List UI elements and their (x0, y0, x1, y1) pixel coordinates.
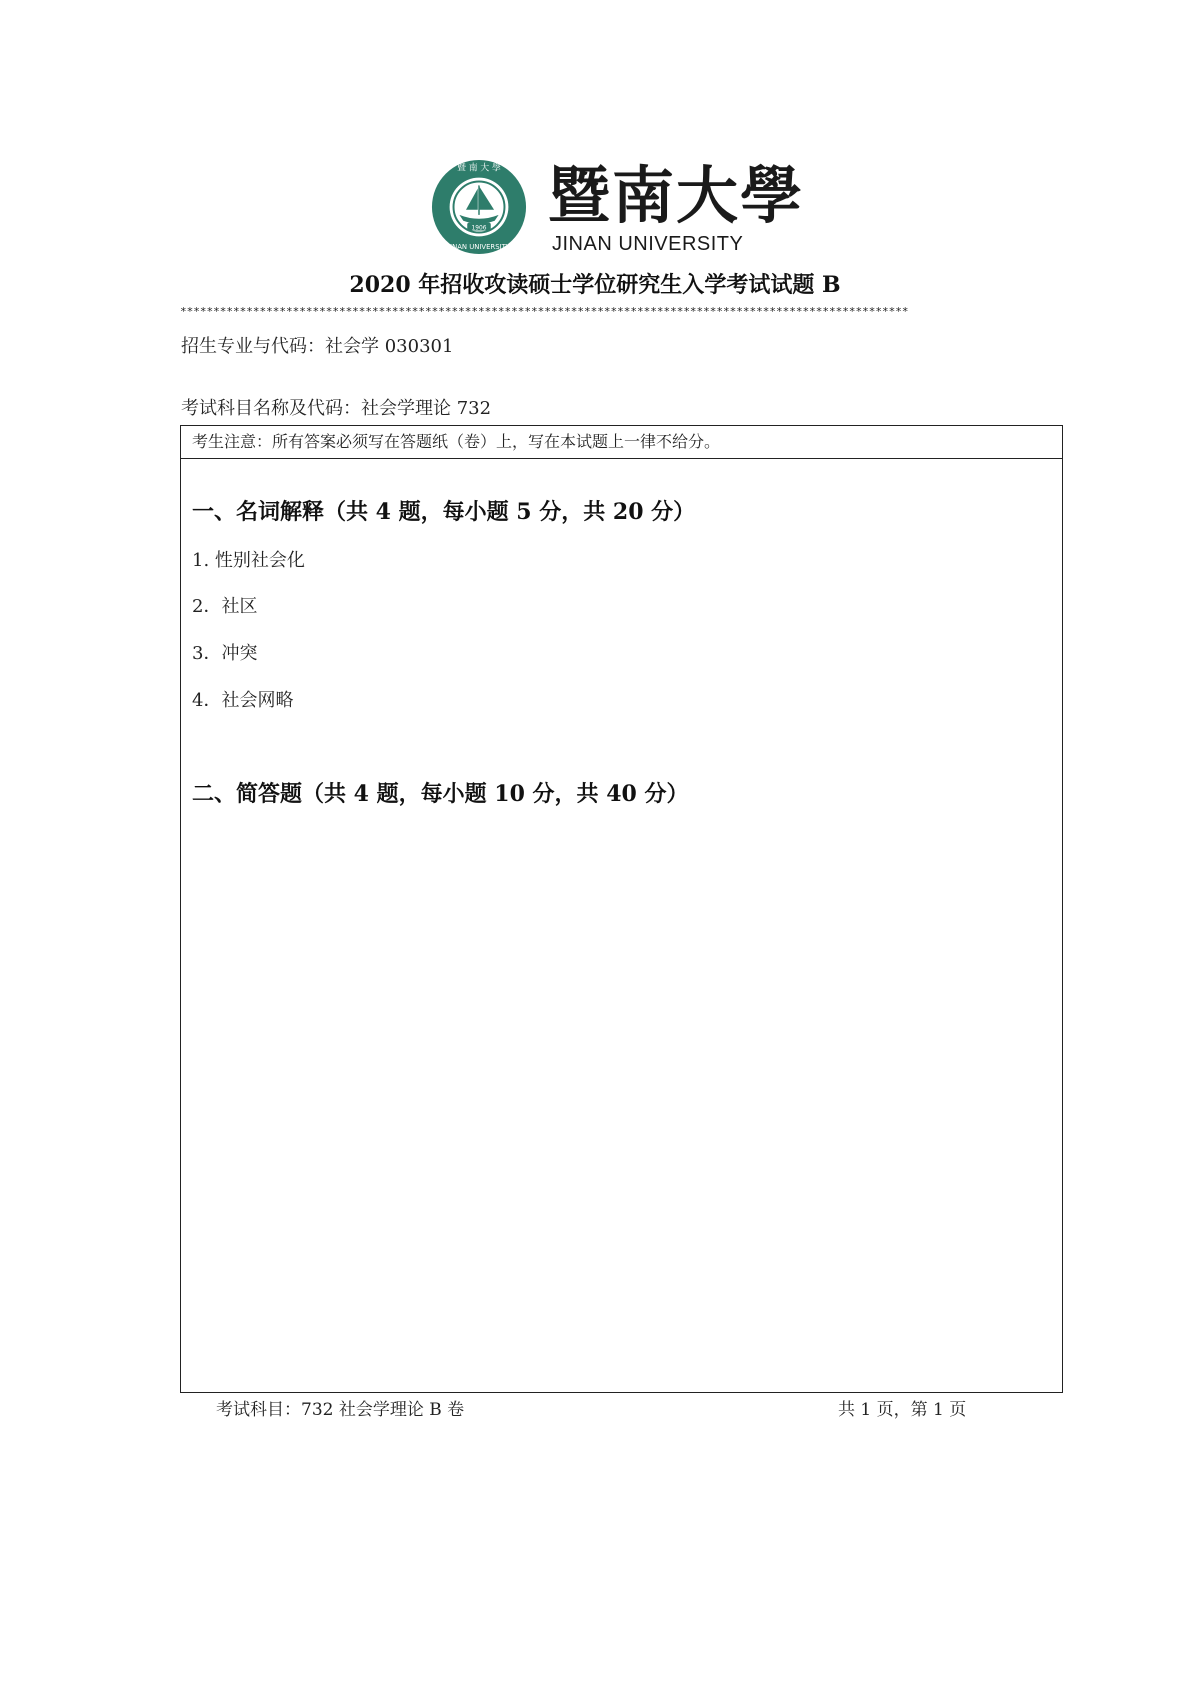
university-logo (430, 158, 805, 258)
question-item: 4．社会网略 (192, 690, 294, 711)
exam-title: 2020 年招收攻读硕士学位研究生入学考试试题 B (349, 272, 841, 298)
question-box (180, 425, 1063, 1393)
question-item: 3．冲突 (192, 643, 258, 664)
university-name-cn: 暨南大學 (548, 159, 805, 232)
question-item: 1. 性别社会化 (192, 550, 305, 571)
star-divider: ************************************************************************************************************** (180, 306, 909, 318)
section-heading-short-answer: 二、简答题（共 4 题，每小题 10 分，共 40 分） (192, 781, 689, 807)
university-name-en: JINAN UNIVERSITY (552, 233, 744, 255)
candidate-notice: 考生注意：所有答案必须写在答题纸（卷）上，写在本试题上一律不给分。 (181, 426, 1062, 459)
subject-code-line: 考试科目名称及代码：社会学理论 732 (181, 398, 492, 419)
footer-subject: 考试科目：732 社会学理论 B 卷 (216, 1400, 465, 1420)
footer-page-number: 共 1 页，第 1 页 (838, 1400, 967, 1420)
question-item: 2．社区 (192, 596, 258, 617)
major-code-line: 招生专业与代码：社会学 030301 (181, 336, 454, 357)
university-seal-icon (430, 158, 528, 256)
seal-text-bottom: JINAN UNIVERSITY (448, 243, 510, 252)
seal-year: 1906 (471, 225, 487, 232)
section-heading-terms: 一、名词解释（共 4 题，每小题 5 分，共 20 分） (192, 499, 696, 525)
seal-text-top: 暨 南 大 學 (457, 163, 501, 174)
